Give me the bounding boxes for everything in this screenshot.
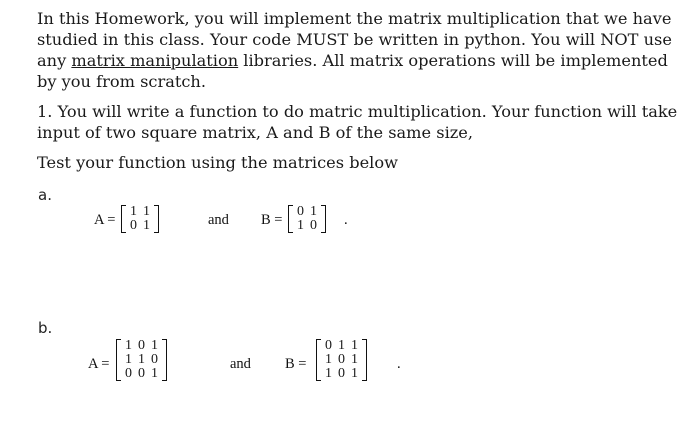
matrix-row [294,219,320,233]
matrix-cell: 1 [351,352,358,367]
matrix-cell: 1 [151,366,158,381]
matrix-cell: 1 [325,366,332,381]
matrix-cell: 0 [297,204,304,219]
matrix-row [127,219,153,233]
matrix-cell: 0 [138,338,145,353]
matrix-row [294,205,320,219]
matrix-cell: 1 [143,204,150,219]
part-a-matrix-b [288,205,326,233]
matrix-row [322,339,361,353]
part-a-matrix-a-name: A = [94,212,116,228]
left-bracket [288,205,293,233]
matrix-cell: 1 [325,352,332,367]
left-bracket [116,339,121,381]
intro-text-end: libraries. All matrix operations will be implemented by you from scratch. [37,51,668,91]
part-a-label: a. [38,186,52,204]
matrix-grid [127,205,153,233]
part-a-conjunction: and [208,212,229,228]
matrix-cell: 1 [125,338,132,353]
part-b-matrix-a-name: A = [88,356,110,372]
matrix-cell: 0 [125,366,132,381]
matrix-grid [294,205,320,233]
matrix-cell: 0 [151,352,158,367]
intro-text-start: In this Homework, you will implement the matrix multiplication that we have studied in this class. Your code MUST be written in python. You will NOT use any [37,9,672,70]
matrix-cell: 1 [143,218,150,233]
part-b-trailing-period: . [397,356,401,372]
matrix-grid [322,339,361,381]
right-bracket [362,339,367,381]
matrix-cell: 1 [151,338,158,353]
part-b-matrix-a [116,339,167,381]
part-b-label: b. [38,319,53,337]
matrix-cell: 0 [338,366,345,381]
matrix-row [122,353,161,367]
matrix-row [122,339,161,353]
matrix-cell: 1 [310,204,317,219]
part-b-conjunction: and [230,356,251,372]
part-a-matrix-b-name: B = [261,212,283,228]
matrix-cell: 0 [310,218,317,233]
left-bracket [121,205,126,233]
matrix-cell: 0 [338,352,345,367]
test-instruction: Test your function using the matrices below [37,153,398,172]
question-1-text: 1. You will write a function to do matric multiplication. Your function will take input of two square matrix, A and B of the same size, [37,102,678,142]
intro-paragraph [37,8,677,92]
matrix-grid [122,339,161,381]
left-bracket [316,339,321,381]
matrix-cell: 1 [130,204,137,219]
right-bracket [162,339,167,381]
intro-underlined-text: matrix manipulation [71,51,239,70]
matrix-cell: 1 [351,338,358,353]
matrix-cell: 1 [351,366,358,381]
matrix-row [127,205,153,219]
right-bracket [321,205,326,233]
matrix-row [322,353,361,367]
part-a-matrix-a [121,205,159,233]
matrix-cell: 0 [130,218,137,233]
matrix-cell: 1 [338,338,345,353]
matrix-row [122,367,161,381]
matrix-cell: 1 [138,352,145,367]
matrix-row [322,367,361,381]
matrix-cell: 0 [325,338,332,353]
matrix-cell: 1 [125,352,132,367]
part-a-trailing-period: . [344,212,348,228]
part-b-matrix-b-name: B = [285,356,307,372]
right-bracket [154,205,159,233]
matrix-cell: 1 [297,218,304,233]
part-b-matrix-b [316,339,367,381]
matrix-cell: 0 [138,366,145,381]
